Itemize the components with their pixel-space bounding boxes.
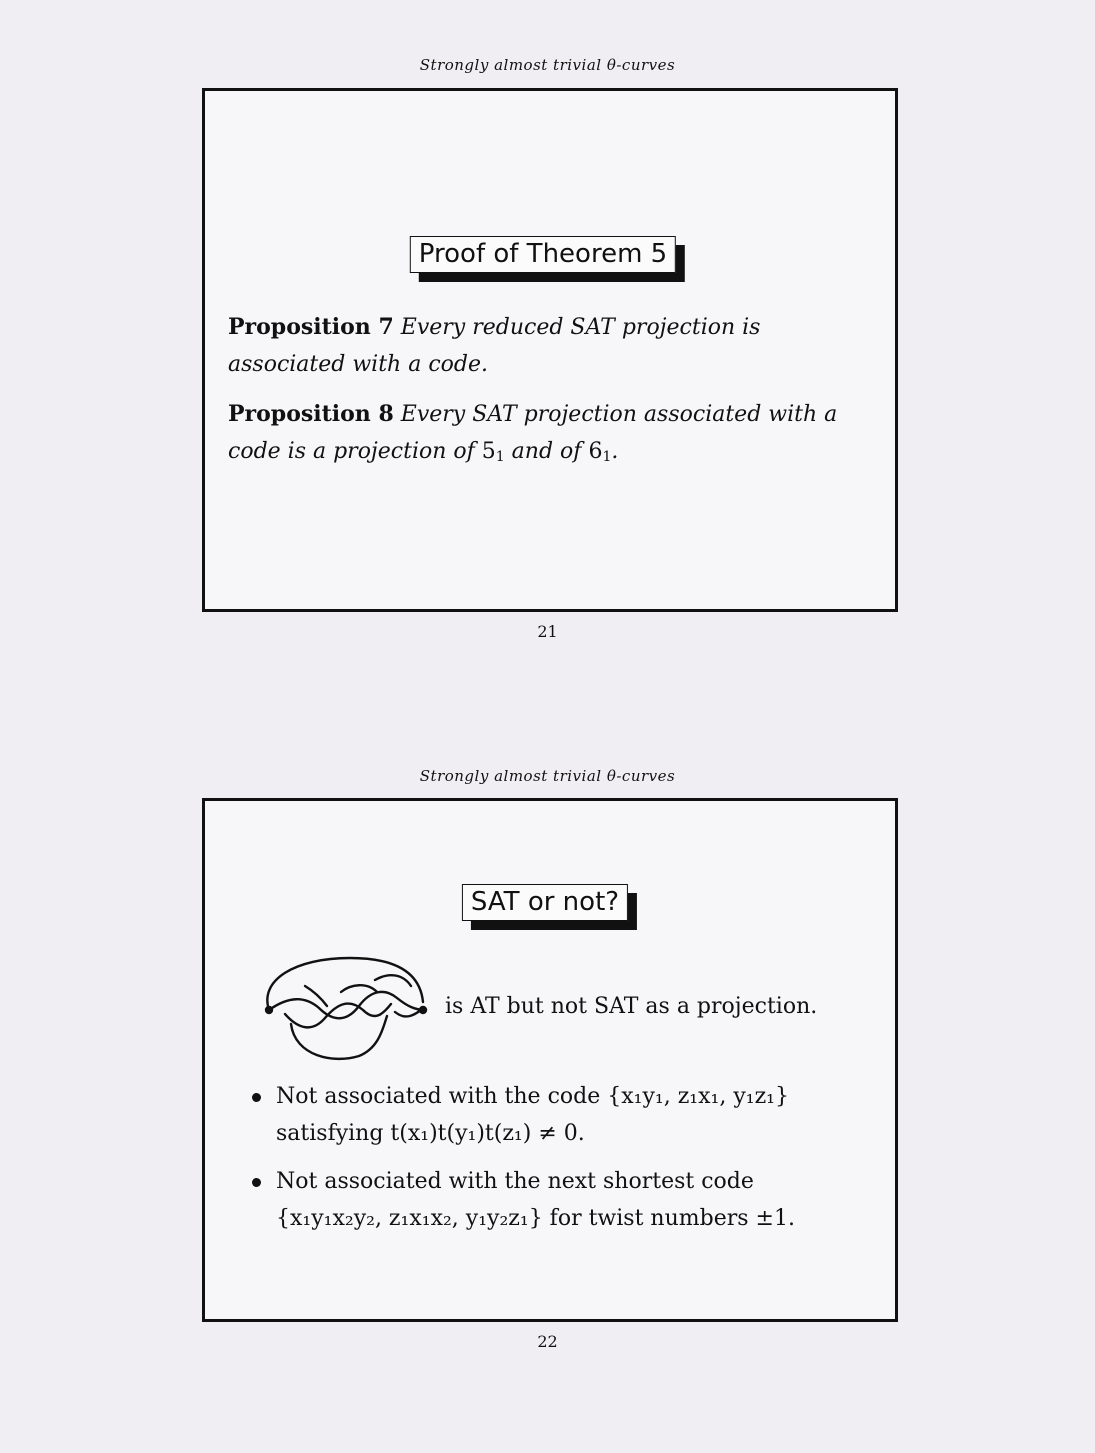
knot-5-1: $5_1$	[481, 439, 505, 465]
proposition-8-text-2b: and of	[504, 439, 589, 464]
proposition-7-text-1: Every reduced SAT projection is	[400, 315, 761, 340]
bullet-2-line-1: Not associated with the next shortest code	[276, 1169, 754, 1194]
proposition-7-label: Proposition 7	[228, 314, 394, 340]
proposition-8-text-1: Every SAT projection associated with a	[400, 402, 838, 427]
proposition-8-text-2c: .	[611, 439, 619, 464]
slide-title-1: Proof of Theorem 5	[410, 236, 676, 273]
vertex-right	[419, 1006, 427, 1014]
knot-6-1: $6_1$	[588, 439, 612, 465]
page-number-21: 21	[537, 622, 558, 641]
proposition-7	[228, 309, 888, 383]
proposition-8-text-2a: code is a projection of	[228, 439, 482, 464]
bullet-item-1	[252, 1078, 892, 1152]
bullet-1-line-2: satisfying t(x₁)t(y₁)t(z₁) ≠ 0.	[276, 1121, 585, 1146]
bullet-2-line-2: {x₁y₁x₂y₂, z₁x₁x₂, y₁y₂z₁} for twist numbers ±1.	[276, 1206, 795, 1231]
slide-title-2: SAT or not?	[462, 884, 628, 921]
bullet-list	[252, 1078, 892, 1248]
running-head-1: Strongly almost trivial θ-curves	[419, 56, 676, 74]
vertex-left	[265, 1006, 273, 1014]
proposition-7-text-2: associated with a code.	[228, 352, 488, 377]
bullet-1-line-1: Not associated with the code {x₁y₁, z₁x₁, y₁z₁}	[276, 1084, 789, 1109]
theta-curve-figure	[255, 952, 435, 1068]
page-number-22: 22	[537, 1332, 558, 1351]
running-head-2: Strongly almost trivial θ-curves	[419, 767, 676, 785]
bullet-item-2	[252, 1163, 892, 1237]
proposition-8-label: Proposition 8	[228, 401, 394, 427]
proposition-8	[228, 396, 888, 476]
figure-caption: is AT but not SAT as a projection.	[445, 994, 818, 1019]
